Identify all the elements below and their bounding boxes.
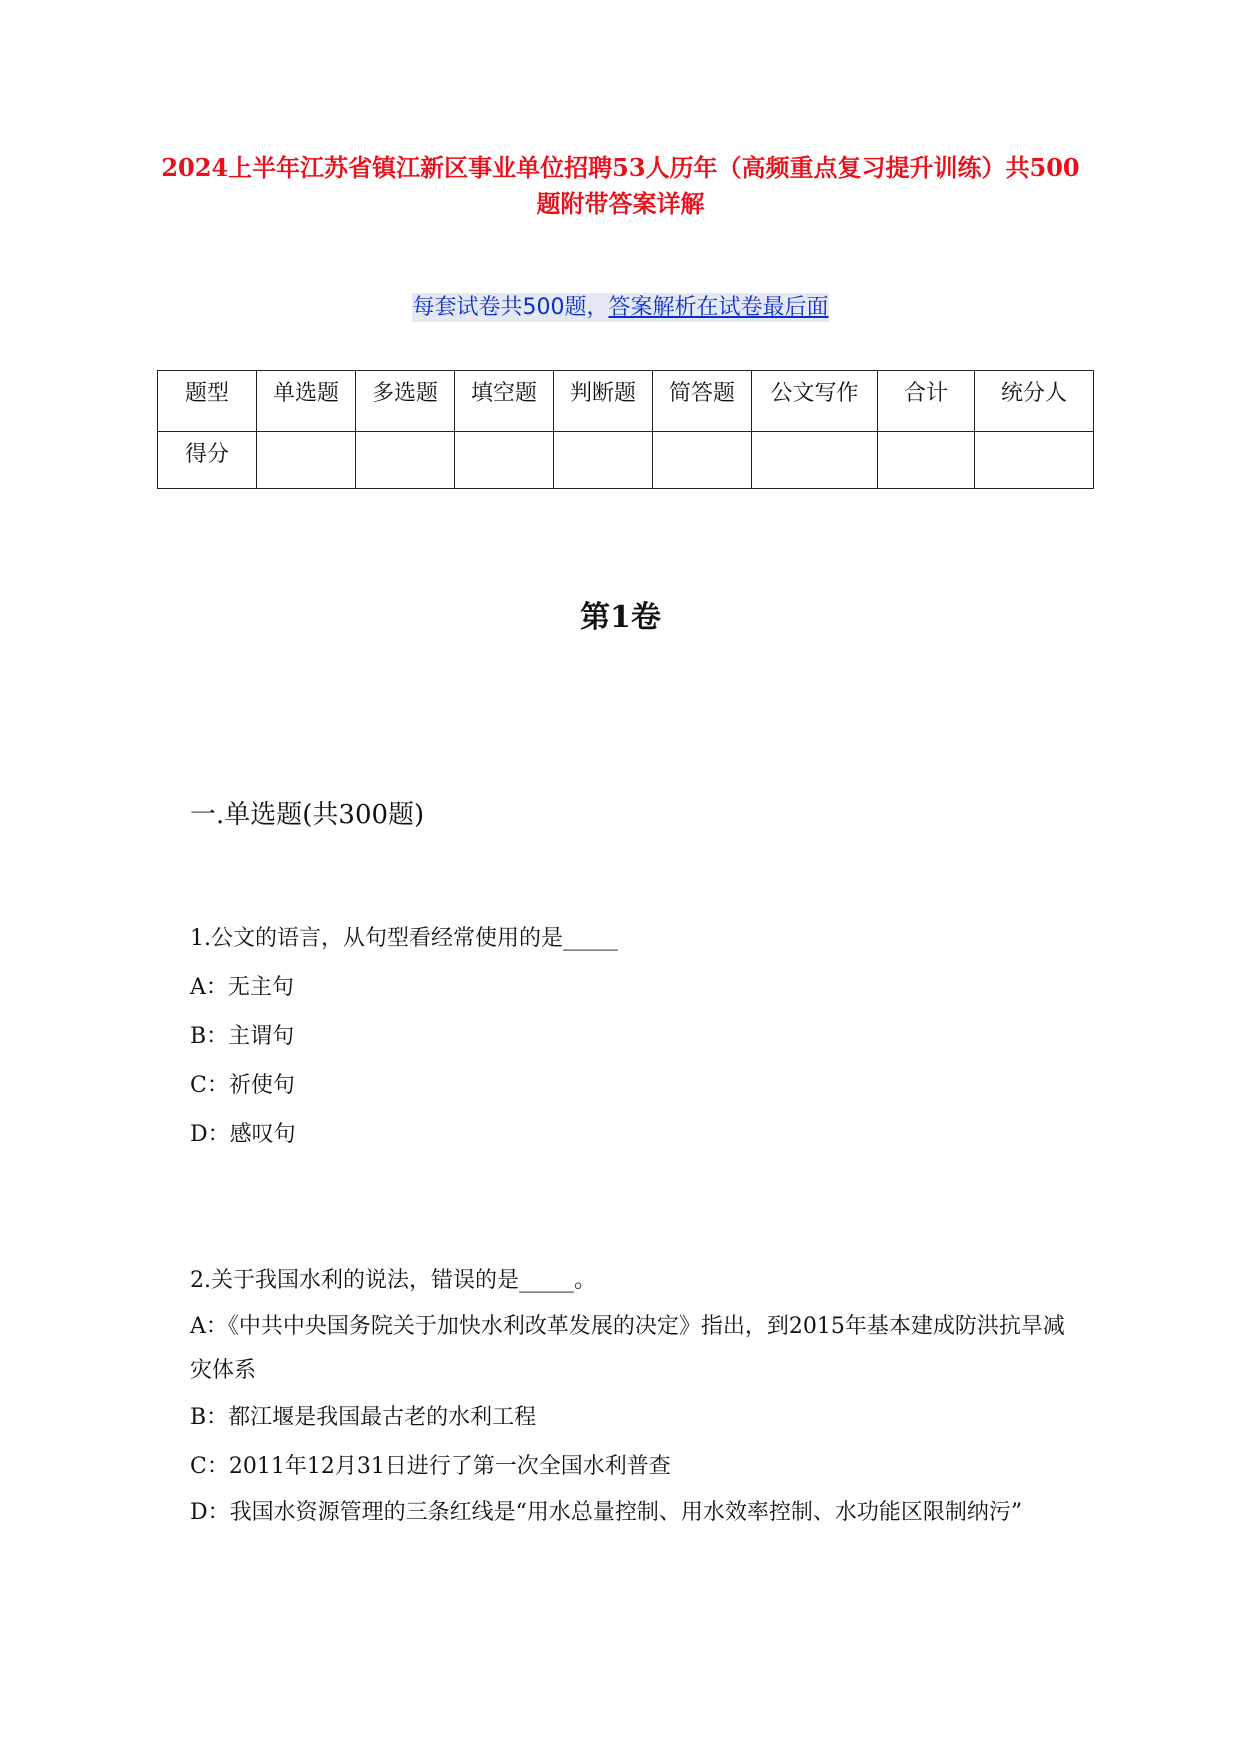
score-cell <box>653 432 752 489</box>
score-cell <box>356 432 455 489</box>
header-cell-total: 合计 <box>878 371 975 432</box>
volume-title: 第1卷 <box>580 600 661 635</box>
score-cell <box>257 432 356 489</box>
header-cell-true-false: 判断题 <box>554 371 653 432</box>
score-cell <box>554 432 653 489</box>
header-cell-short-answer: 简答题 <box>653 371 752 432</box>
option-b: B：都江堰是我国最古老的水利工程 <box>190 1405 537 1430</box>
section-title: 一.单选题(共300题) <box>190 800 425 830</box>
score-cell <box>878 432 975 489</box>
score-cell <box>455 432 554 489</box>
score-row-label: 得分 <box>158 432 257 489</box>
score-table <box>157 370 1094 489</box>
option-a: A：无主句 <box>190 975 294 1000</box>
document-title: 2024上半年江苏省镇江新区事业单位招聘53人历年（高频重点复习提升训练）共500题附带答案详解 <box>161 153 1080 218</box>
header-cell-multiple-choice: 多选题 <box>356 371 455 432</box>
score-cell <box>752 432 878 489</box>
question-stem: 2.关于我国水利的说法，错误的是_____。 <box>190 1268 596 1293</box>
notice-part-2: 答案解析在试卷最后面 <box>608 295 829 320</box>
option-c: C：2011年12月31日进行了第一次全国水利普查 <box>190 1454 671 1479</box>
question-1 <box>190 914 1070 1159</box>
option-c: C：祈使句 <box>190 1073 295 1098</box>
header-cell-fill-blank: 填空题 <box>455 371 554 432</box>
option-a: A：《中共中央国务院关于加快水利改革发展的决定》指出，到2015年基本建成防洪抗旱减灾体系 <box>190 1314 1065 1383</box>
question-stem: 1.公文的语言，从句型看经常使用的是_____ <box>190 926 618 951</box>
exam-notice <box>0 292 1241 324</box>
option-b: B：主谓句 <box>190 1024 295 1049</box>
header-cell-scorer: 统分人 <box>975 371 1094 432</box>
score-cell <box>975 432 1094 489</box>
header-cell-type: 题型 <box>158 371 257 432</box>
option-d: D：感叹句 <box>190 1122 296 1147</box>
score-table-header-row <box>158 371 1094 432</box>
notice-part-1: 每套试卷共500题， <box>412 295 609 320</box>
question-2 <box>190 1256 1070 1535</box>
score-table-score-row <box>158 432 1094 489</box>
option-d: D：我国水资源管理的三条红线是“用水总量控制、用水效率控制、水功能区限制纳污” <box>190 1500 1023 1525</box>
header-cell-official-writing: 公文写作 <box>752 371 878 432</box>
header-cell-single-choice: 单选题 <box>257 371 356 432</box>
